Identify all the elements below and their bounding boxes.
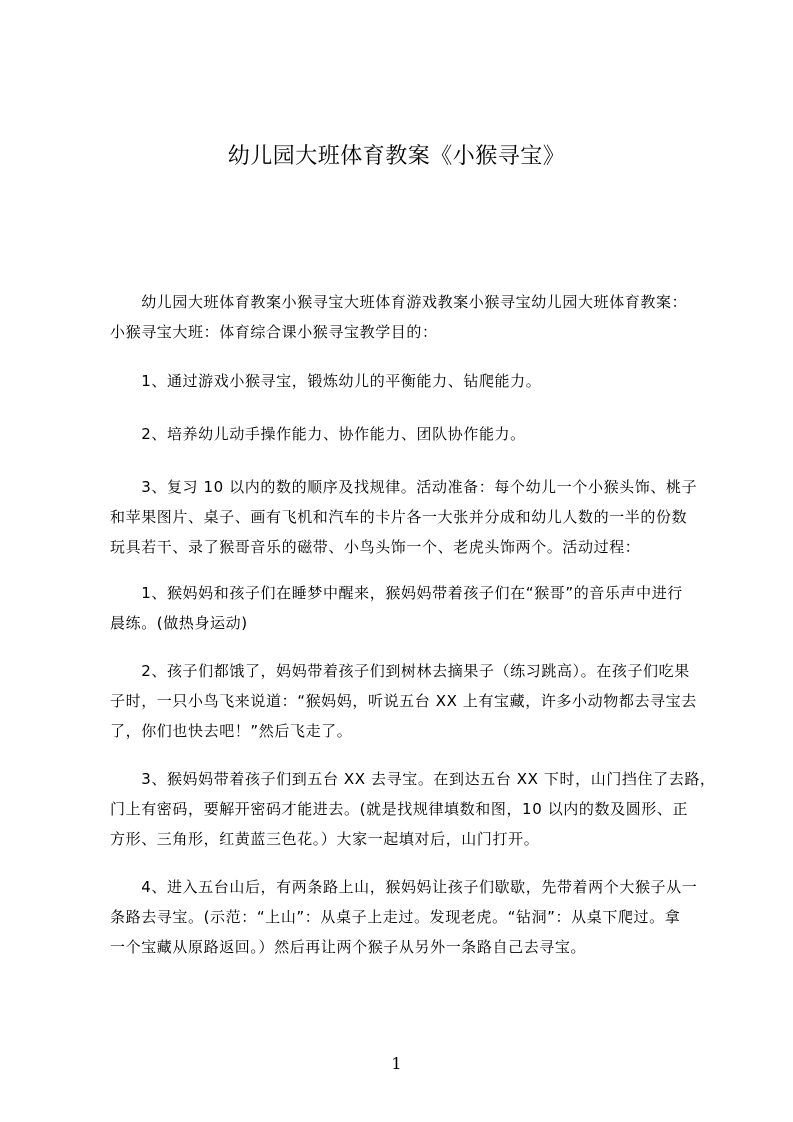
paragraph-intro (110, 287, 710, 347)
paragraph-step-2 (110, 656, 710, 746)
paragraph-line: 2、孩子们都饿了，妈妈带着孩子们到树林去摘果子（练习跳高）。在孩子们吃果 (110, 662, 690, 680)
paragraph-line: 一个宝藏从原路返回。）然后再让两个猴子从另外一条路自己去寻宝。 (110, 938, 587, 956)
paragraph-line: 晨练。(做热身运动) (110, 614, 248, 632)
paragraph-line: 了，你们也快去吧！”然后飞走了。 (110, 722, 353, 740)
paragraph-line: 1、通过游戏小猴寻宝，锻炼幼儿的平衡能力、钻爬能力。 (110, 372, 542, 390)
paragraph-line: 1、猴妈妈和孩子们在睡梦中醒来，猴妈妈带着孩子们在“猴哥”的音乐声中进行 (110, 584, 683, 602)
paragraph-line: 和苹果图片、桌子、画有飞机和汽车的卡片各一大张并分成和幼儿人数的一半的份数 (110, 508, 688, 526)
paragraph-line: 3、复习 10 以内的数的顺序及找规律。活动准备：每个幼儿一个小猴头饰、桃子 (110, 478, 698, 496)
paragraph-line: 子时，一只小鸟飞来说道：“猴妈妈，听说五台 XX 上有宝藏，许多小动物都去寻宝去 (110, 692, 697, 710)
paragraph-step-3 (110, 764, 716, 854)
paragraph-line: 3、猴妈妈带着孩子们到五台 XX 去寻宝。在到达五台 XX 下时，山门挡住了去路， (110, 770, 716, 788)
paragraph-step-1 (110, 578, 710, 638)
paragraph-line: 小猴寻宝大班：体育综合课小猴寻宝教学目的： (110, 323, 438, 341)
paragraph-line: 4、进入五台山后，有两条路上山，猴妈妈让孩子们歇歇，先带着两个大猴子从一 (110, 878, 698, 896)
paragraph-line: 幼儿园大班体育教案小猴寻宝大班体育游戏教案小猴寻宝幼儿园大班体育教案： (110, 293, 688, 311)
paragraph-goal-2 (110, 419, 710, 449)
document-title: 幼儿园大班体育教案《小猴寻宝》 (227, 144, 566, 169)
paragraph-line: 玩具若干、录了猴哥音乐的磁带、小鸟头饰一个、老虎头饰两个。活动过程： (110, 538, 641, 556)
paragraph-line: 方形、三角形，红黄蓝三色花。）大家一起填对后，山门打开。 (110, 830, 540, 848)
paragraph-goal-1 (110, 366, 710, 396)
paragraph-line: 门上有密码，要解开密码才能进去。(就是找规律填数和图，10 以内的数及圆形、正 (110, 800, 689, 818)
page-number: 1 (391, 1054, 402, 1073)
paragraph-goal-3 (110, 472, 710, 562)
paragraph-step-4 (110, 872, 710, 962)
paragraph-line: 条路去寻宝。(示范：“上山”：从桌子上走过。发现老虎。“钻洞”：从桌下爬过。拿 (110, 908, 681, 926)
paragraph-line: 2、培养幼儿动手操作能力、协作能力、团队协作能力。 (110, 425, 526, 443)
